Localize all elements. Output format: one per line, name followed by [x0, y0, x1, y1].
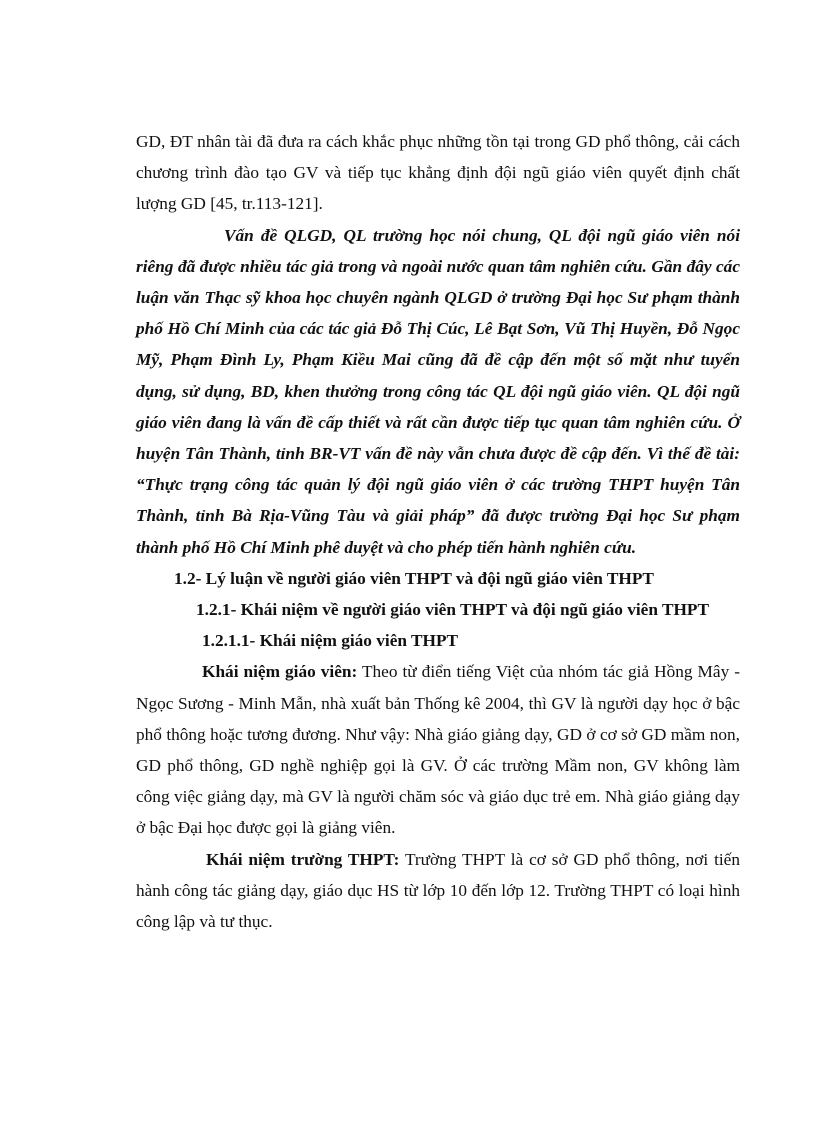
text-school-definition: Trường THPT là cơ sở GD phổ thông, nơi tiến hành công tác giảng dạy, giáo dục HS từ lớp 10 đến lớp 12. Trường THPT có loại hình công lập và tư thục.: [136, 849, 740, 932]
text-teacher-definition: Theo từ điển tiếng Việt của nhóm tác giả Hồng Mây - Ngọc Sương - Minh Mẫn, nhà xuất bản Thống kê 2004, thì GV là người dạy học ở bậc phổ thông hoặc tương đương. Như vậy: Nhà giáo giảng dạy, GD ở cơ sở GD mầm non, GD phổ thông, GD nghề nghiệp gọi là GV. Ở các trường Mầm non, GV không làm công việc giảng dạy, mà GV là người chăm sóc và giáo dục trẻ em. Nhà giáo giảng dạy ở bậc Đại học được gọi là giảng viên.: [136, 662, 740, 838]
heading-1-2-1: 1.2.1- Khái niệm về người giáo viên THPT và đội ngũ giáo viên THPT: [196, 600, 710, 620]
term-school: Khái niệm trường THPT:: [206, 849, 400, 869]
heading-1-2-1-1: 1.2.1.1- Khái niệm giáo viên THPT: [202, 631, 459, 651]
heading-1-2: 1.2- Lý luận về người giáo viên THPT và đội ngũ giáo viên THPT: [174, 568, 654, 588]
term-teacher: Khái niệm giáo viên:: [202, 662, 358, 682]
paragraph-school-definition: [136, 844, 740, 938]
paragraph-teacher-definition: [136, 656, 740, 843]
document-page: [136, 126, 740, 937]
paragraph-intro: GD, ĐT nhân tài đã đưa ra cách khắc phục những tồn tại trong GD phổ thông, cải cách chương trình đào tạo GV và tiếp tục khẳng định đội ngũ giáo viên quyết định chất lượng GD [45, tr.113-121].: [136, 132, 740, 214]
paragraph-research-overview: Vấn đề QLGD, QL trường học nói chung, QL đội ngũ giáo viên nói riêng đã được nhiều tác giả trong và ngoài nước quan tâm nghiên cứu. Gần đây các luận văn Thạc sỹ khoa học chuyên ngành QLGD ở trường Đại học Sư phạm thành phố Hồ Chí Minh của các tác giả Đỗ Thị Cúc, Lê Bạt Sơn, Vũ Thị Huyền, Đỗ Ngọc Mỹ, Phạm Đình Ly, Phạm Kiều Mai cũng đã đề cập đến một số mặt như tuyển dụng, sử dụng, BD, khen thưởng trong công tác QL đội ngũ giáo viên. QL đội ngũ giáo viên đang là vấn đề cấp thiết và rất cần được tiếp tục quan tâm nghiên cứu. Ở huyện Tân Thành, tỉnh BR-VT vấn đề này vẫn chưa được đề cập đến. Vì thế đề tài: “Thực trạng công tác quản lý đội ngũ giáo viên ở các trường THPT huyện Tân Thành, tỉnh Bà Rịa-Vũng Tàu và giải pháp” đã được trường Đại học Sư phạm thành phố Hồ Chí Minh phê duyệt và cho phép tiến hành nghiên cứu.: [136, 225, 740, 557]
